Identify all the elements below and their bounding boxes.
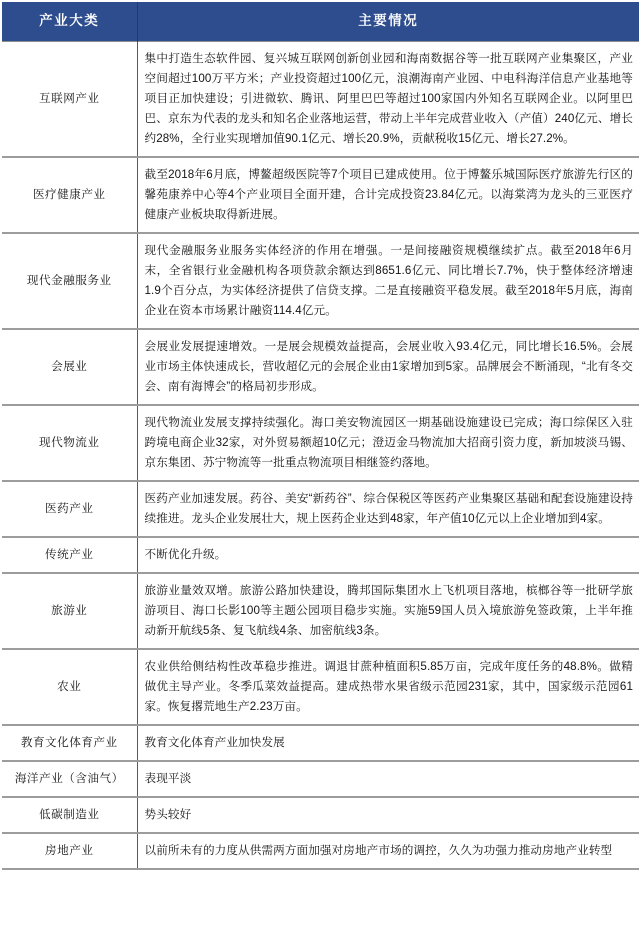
table-row: [2, 537, 639, 573]
cell-industry-detail: 旅游业量效双增。旅游公路加快建设，腾邦国际集团水上飞机项目落地，槟榔谷等一批研学旅游项目、海口长影100等主题公园项目稳步实施。实施59国人员入境旅游免签政策，上半年推动新开航线5条、复飞航线4条、加密航线3条。: [137, 573, 639, 649]
cell-industry-category: 海洋产业（含油气）: [2, 761, 137, 797]
cell-industry-category: 房地产业: [2, 833, 137, 869]
cell-industry-category: 教育文化体育产业: [2, 725, 137, 761]
table-body: [2, 42, 639, 870]
table-row: [2, 725, 639, 761]
cell-industry-detail: 医药产业加速发展。药谷、美安“新药谷”、综合保税区等医药产业集聚区基础和配套设施建设持续推进。龙头企业发展壮大，规上医药企业达到48家，年产值10亿元以上企业增加到4家。: [137, 481, 639, 537]
table-header: [2, 2, 639, 42]
cell-industry-category: 旅游业: [2, 573, 137, 649]
cell-industry-category: 互联网产业: [2, 42, 137, 158]
table-row: [2, 833, 639, 869]
table-row: [2, 761, 639, 797]
cell-industry-category: 传统产业: [2, 537, 137, 573]
table-row: [2, 157, 639, 233]
table-row: [2, 329, 639, 405]
cell-industry-category: 会展业: [2, 329, 137, 405]
cell-industry-detail: 截至2018年6月底，博鳌超级医院等7个项目已建成使用。位于博鳌乐城国际医疗旅游先行区的馨苑康养中心等4个产业项目全面开建，合计完成投资23.84亿元。以海棠湾为龙头的三亚医疗健康产业板块取得新进展。: [137, 157, 639, 233]
table-row: [2, 797, 639, 833]
cell-industry-detail: 势头较好: [137, 797, 639, 833]
industry-summary-table: [2, 2, 639, 870]
cell-industry-category: 医疗健康产业: [2, 157, 137, 233]
column-header-detail: 主要情况: [137, 2, 639, 42]
cell-industry-detail: 会展业发展提速增效。一是展会规模效益提高，会展业收入93.4亿元，同比增长16.5%。会展业市场主体快速成长，营收超亿元的会展企业由1家增加到5家。品牌展会不断涌现，“北有冬交会、南有海博会”的格局初步形成。: [137, 329, 639, 405]
table-row: [2, 573, 639, 649]
cell-industry-detail: 现代物流业发展支撑持续强化。海口美安物流园区一期基础设施建设已完成；海口综保区入驻跨境电商企业32家，对外贸易额超10亿元；澄迈金马物流加大招商引资力度，新加坡淡马锡、京东集团、苏宁物流等一批重点物流项目相继签约落地。: [137, 405, 639, 481]
table-header-row: [2, 2, 639, 42]
cell-industry-detail: 以前所未有的力度从供需两方面加强对房地产市场的调控，久久为功强力推动房地产业转型: [137, 833, 639, 869]
table-row: [2, 233, 639, 329]
cell-industry-detail: 现代金融服务业服务实体经济的作用在增强。一是间接融资规模继续扩点。截至2018年6月末，全省银行业金融机构各项贷款余额达到8651.6亿元、同比增长7.7%，快于整体经济增速1.9个百分点，为实体经济提供了信贷支撑。二是直接融资平稳发展。截至2018年5月底，海南企业在资本市场累计融资114.4亿元。: [137, 233, 639, 329]
cell-industry-detail: 农业供给侧结构性改革稳步推进。调退甘蔗种植面积5.85万亩，完成年度任务的48.8%。做精做优主导产业。冬季瓜菜效益提高。建成热带水果省级示范园231家，其中，国家级示范园61家。恢复撂荒地生产2.23万亩。: [137, 649, 639, 725]
table-row: [2, 405, 639, 481]
cell-industry-category: 现代金融服务业: [2, 233, 137, 329]
table-row: [2, 481, 639, 537]
table-row: [2, 42, 639, 158]
cell-industry-category: 农业: [2, 649, 137, 725]
column-header-category: 产业大类: [2, 2, 137, 42]
table-row: [2, 649, 639, 725]
cell-industry-detail: 不断优化升级。: [137, 537, 639, 573]
cell-industry-category: 医药产业: [2, 481, 137, 537]
cell-industry-detail: 表现平淡: [137, 761, 639, 797]
cell-industry-detail: 教育文化体育产业加快发展: [137, 725, 639, 761]
cell-industry-category: 低碳制造业: [2, 797, 137, 833]
cell-industry-detail: 集中打造生态软件园、复兴城互联网创新创业园和海南数据谷等一批互联网产业集聚区，产业空间超过100万平方米；产业投资超过100亿元，浪潮海南产业园、中电科海洋信息产业基地等项目正加快建设；引进微软、腾讯、阿里巴巴等超过100家国内外知名互联网企业。以阿里巴巴、京东为代表的龙头和知名企业落地运营，带动上半年完成营业收入（产值）240亿元、增长约28%，全行业实现增加值90.1亿元、增长20.9%，贡献税收15亿元、增长27.2%。: [137, 42, 639, 158]
cell-industry-category: 现代物流业: [2, 405, 137, 481]
